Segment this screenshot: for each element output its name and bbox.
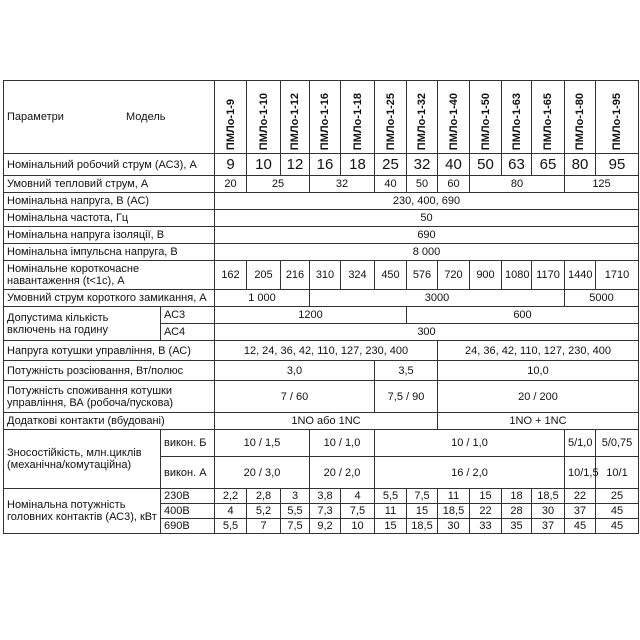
row-label: Номінальний робочий струм (АС3), А — [4, 154, 215, 176]
model-header: ПМЛо-1-25 — [375, 81, 407, 154]
table-cell: 10,0 — [438, 361, 639, 381]
table-cell: 690 — [215, 227, 639, 244]
table-cell: 10 / 1,0 — [310, 430, 375, 457]
model-header: ПМЛо-1-80 — [565, 81, 596, 154]
table-cell: 22 — [470, 504, 502, 519]
sub-label: АС3 — [161, 307, 215, 324]
short-circuit-row — [4, 290, 639, 307]
table-cell: 12 — [281, 154, 310, 176]
table-cell: 18 — [502, 489, 532, 504]
model-header: ПМЛо-1-65 — [532, 81, 565, 154]
table-cell: 11 — [375, 504, 407, 519]
table-cell: 324 — [341, 261, 375, 290]
table-cell: 5/1,0 — [565, 430, 596, 457]
table-cell: 20 / 2,0 — [310, 457, 375, 489]
table-cell: 1440 — [565, 261, 596, 290]
table-cell: 1NO або 1NC — [215, 413, 438, 430]
switchings-ac3-row — [4, 307, 639, 324]
row-label: Напруга котушки управління, В (АС) — [4, 341, 215, 361]
table-cell: 18,5 — [532, 489, 565, 504]
table-cell: 9,2 — [310, 519, 341, 534]
table-cell: 5/0,75 — [596, 430, 639, 457]
sub-label: викон. Б — [161, 430, 215, 457]
sub-label: 400В — [161, 504, 215, 519]
table-cell: 18,5 — [438, 504, 470, 519]
model-header: ПМЛо-1-16 — [310, 81, 341, 154]
table-cell: 25 — [596, 489, 639, 504]
table-cell: 37 — [532, 519, 565, 534]
table-cell: 7 — [247, 519, 281, 534]
table-cell: 30 — [532, 504, 565, 519]
model-header: ПМЛо-1-32 — [407, 81, 438, 154]
model-header: ПМЛо-1-50 — [470, 81, 502, 154]
rated-current-row — [4, 154, 639, 176]
table-cell: 15 — [407, 504, 438, 519]
table-cell: 7,5 / 90 — [375, 381, 438, 413]
rated-voltage-row — [4, 193, 639, 210]
table-cell: 7 / 60 — [215, 381, 375, 413]
table-cell: 28 — [502, 504, 532, 519]
table-cell: 30 — [438, 519, 470, 534]
aux-contacts-row — [4, 413, 639, 430]
table-cell: 63 — [502, 154, 532, 176]
table-cell: 50 — [407, 176, 438, 193]
table-cell: 12, 24, 36, 42, 110, 127, 230, 400 — [215, 341, 438, 361]
params-label: Параметри — [7, 111, 64, 123]
table-cell: 300 — [215, 324, 639, 341]
table-cell: 18,5 — [407, 519, 438, 534]
row-label: Номінальне короткочасне навантаження (t<1с), А — [4, 261, 215, 290]
table-cell: 5000 — [565, 290, 639, 307]
table-cell: 7,3 — [310, 504, 341, 519]
table-cell: 20 — [215, 176, 247, 193]
model-header: ПМЛо-1-10 — [247, 81, 281, 154]
table-cell: 10 — [247, 154, 281, 176]
table-cell: 3,5 — [375, 361, 438, 381]
row-label: Зносостійкість, млн.циклів (механічна/комутаційна) — [4, 430, 161, 489]
row-label: Номінальна частота, Гц — [4, 210, 215, 227]
table-cell: 60 — [438, 176, 470, 193]
model-header: ПМЛо-1-12 — [281, 81, 310, 154]
table-cell: 20 / 200 — [438, 381, 639, 413]
row-label: Допустима кількість включень на годину — [4, 307, 161, 341]
table-cell: 1NO + 1NC — [438, 413, 639, 430]
table-cell: 65 — [532, 154, 565, 176]
table-cell: 7,5 — [341, 504, 375, 519]
table-cell: 32 — [310, 176, 375, 193]
coil-voltage-row — [4, 341, 639, 361]
wear-b-row — [4, 430, 639, 457]
table-cell: 2,8 — [247, 489, 281, 504]
row-label: Потужність розсіювання, Вт/полюс — [4, 361, 215, 381]
table-cell: 22 — [565, 489, 596, 504]
table-cell: 10/1,5 — [565, 457, 596, 489]
frequency-row — [4, 210, 639, 227]
table-cell: 900 — [470, 261, 502, 290]
table-cell: 1710 — [596, 261, 639, 290]
table-cell: 35 — [502, 519, 532, 534]
table-cell: 40 — [375, 176, 407, 193]
table-cell: 11 — [438, 489, 470, 504]
model-header: ПМЛо-1-18 — [341, 81, 375, 154]
table-cell: 25 — [375, 154, 407, 176]
table-cell: 80 — [470, 176, 565, 193]
table-cell: 15 — [470, 489, 502, 504]
table-cell: 3000 — [310, 290, 565, 307]
table-cell: 5,5 — [281, 504, 310, 519]
insulation-voltage-row — [4, 227, 639, 244]
table-cell: 310 — [310, 261, 341, 290]
table-cell: 45 — [596, 504, 639, 519]
table-cell: 80 — [565, 154, 596, 176]
table-cell: 50 — [470, 154, 502, 176]
model-header: ПМЛо-1-9 — [215, 81, 247, 154]
table-cell: 1080 — [502, 261, 532, 290]
row-label: Додаткові контакти (вбудовані) — [4, 413, 215, 430]
power-230-row — [4, 489, 639, 504]
table-cell: 7,5 — [407, 489, 438, 504]
model-header: ПМЛо-1-40 — [438, 81, 470, 154]
impulse-voltage-row — [4, 244, 639, 261]
table-cell: 450 — [375, 261, 407, 290]
table-cell: 16 — [310, 154, 341, 176]
table-cell: 15 — [375, 519, 407, 534]
table-cell: 37 — [565, 504, 596, 519]
table-cell: 216 — [281, 261, 310, 290]
table-cell: 3 — [281, 489, 310, 504]
row-label: Номінальна напруга ізоляції, В — [4, 227, 215, 244]
table-cell: 5,5 — [215, 519, 247, 534]
table-cell: 20 / 3,0 — [215, 457, 310, 489]
row-label: Умовний струм короткого замикання, А — [4, 290, 215, 307]
table-cell: 24, 36, 42, 110, 127, 230, 400 — [438, 341, 639, 361]
coil-power-row — [4, 381, 639, 413]
table-cell: 10/1 — [596, 457, 639, 489]
table-cell: 33 — [470, 519, 502, 534]
table-cell: 1200 — [215, 307, 407, 324]
table-cell: 25 — [247, 176, 310, 193]
table-cell: 4 — [341, 489, 375, 504]
table-cell: 32 — [407, 154, 438, 176]
table-cell: 10 — [341, 519, 375, 534]
table-cell: 95 — [596, 154, 639, 176]
table-cell: 230, 400, 690 — [215, 193, 639, 210]
sub-label: викон. А — [161, 457, 215, 489]
row-label: Умовний тепловий струм, А — [4, 176, 215, 193]
table-cell: 10 / 1,0 — [375, 430, 565, 457]
model-header: ПМЛо-1-63 — [502, 81, 532, 154]
spec-table — [3, 80, 639, 534]
table-cell: 4 — [215, 504, 247, 519]
table-cell: 45 — [596, 519, 639, 534]
sub-label: 690В — [161, 519, 215, 534]
table-cell: 600 — [407, 307, 639, 324]
header-row — [4, 81, 639, 154]
table-cell: 10 / 1,5 — [215, 430, 310, 457]
table-cell: 8 000 — [215, 244, 639, 261]
short-load-row — [4, 261, 639, 290]
sub-label: 230В — [161, 489, 215, 504]
table-cell: 576 — [407, 261, 438, 290]
table-cell: 3,0 — [215, 361, 375, 381]
table-cell: 125 — [565, 176, 639, 193]
model-label: Модель — [126, 111, 166, 123]
sub-label: АС4 — [161, 324, 215, 341]
table-cell: 45 — [565, 519, 596, 534]
row-label: Потужність споживання котушки управління, ВА (робоча/пускова) — [4, 381, 215, 413]
table-cell: 16 / 2,0 — [375, 457, 565, 489]
header-corner — [4, 81, 215, 154]
table-cell: 5,2 — [247, 504, 281, 519]
table-cell: 1 000 — [215, 290, 310, 307]
dissipation-row — [4, 361, 639, 381]
thermal-current-row — [4, 176, 639, 193]
table-cell: 2,2 — [215, 489, 247, 504]
table-cell: 50 — [215, 210, 639, 227]
table-cell: 5,5 — [375, 489, 407, 504]
table-cell: 162 — [215, 261, 247, 290]
table-cell: 205 — [247, 261, 281, 290]
table-cell: 7,5 — [281, 519, 310, 534]
row-label: Номінальна напруга, В (АС) — [4, 193, 215, 210]
table-cell: 9 — [215, 154, 247, 176]
table-cell: 720 — [438, 261, 470, 290]
row-label: Номінальна потужність головних контактів (АС3), кВт — [4, 489, 161, 534]
row-label: Номінальна імпульсна напруга, В — [4, 244, 215, 261]
table-cell: 40 — [438, 154, 470, 176]
table-cell: 1170 — [532, 261, 565, 290]
model-header: ПМЛо-1-95 — [596, 81, 639, 154]
table-cell: 18 — [341, 154, 375, 176]
table-cell: 3,8 — [310, 489, 341, 504]
